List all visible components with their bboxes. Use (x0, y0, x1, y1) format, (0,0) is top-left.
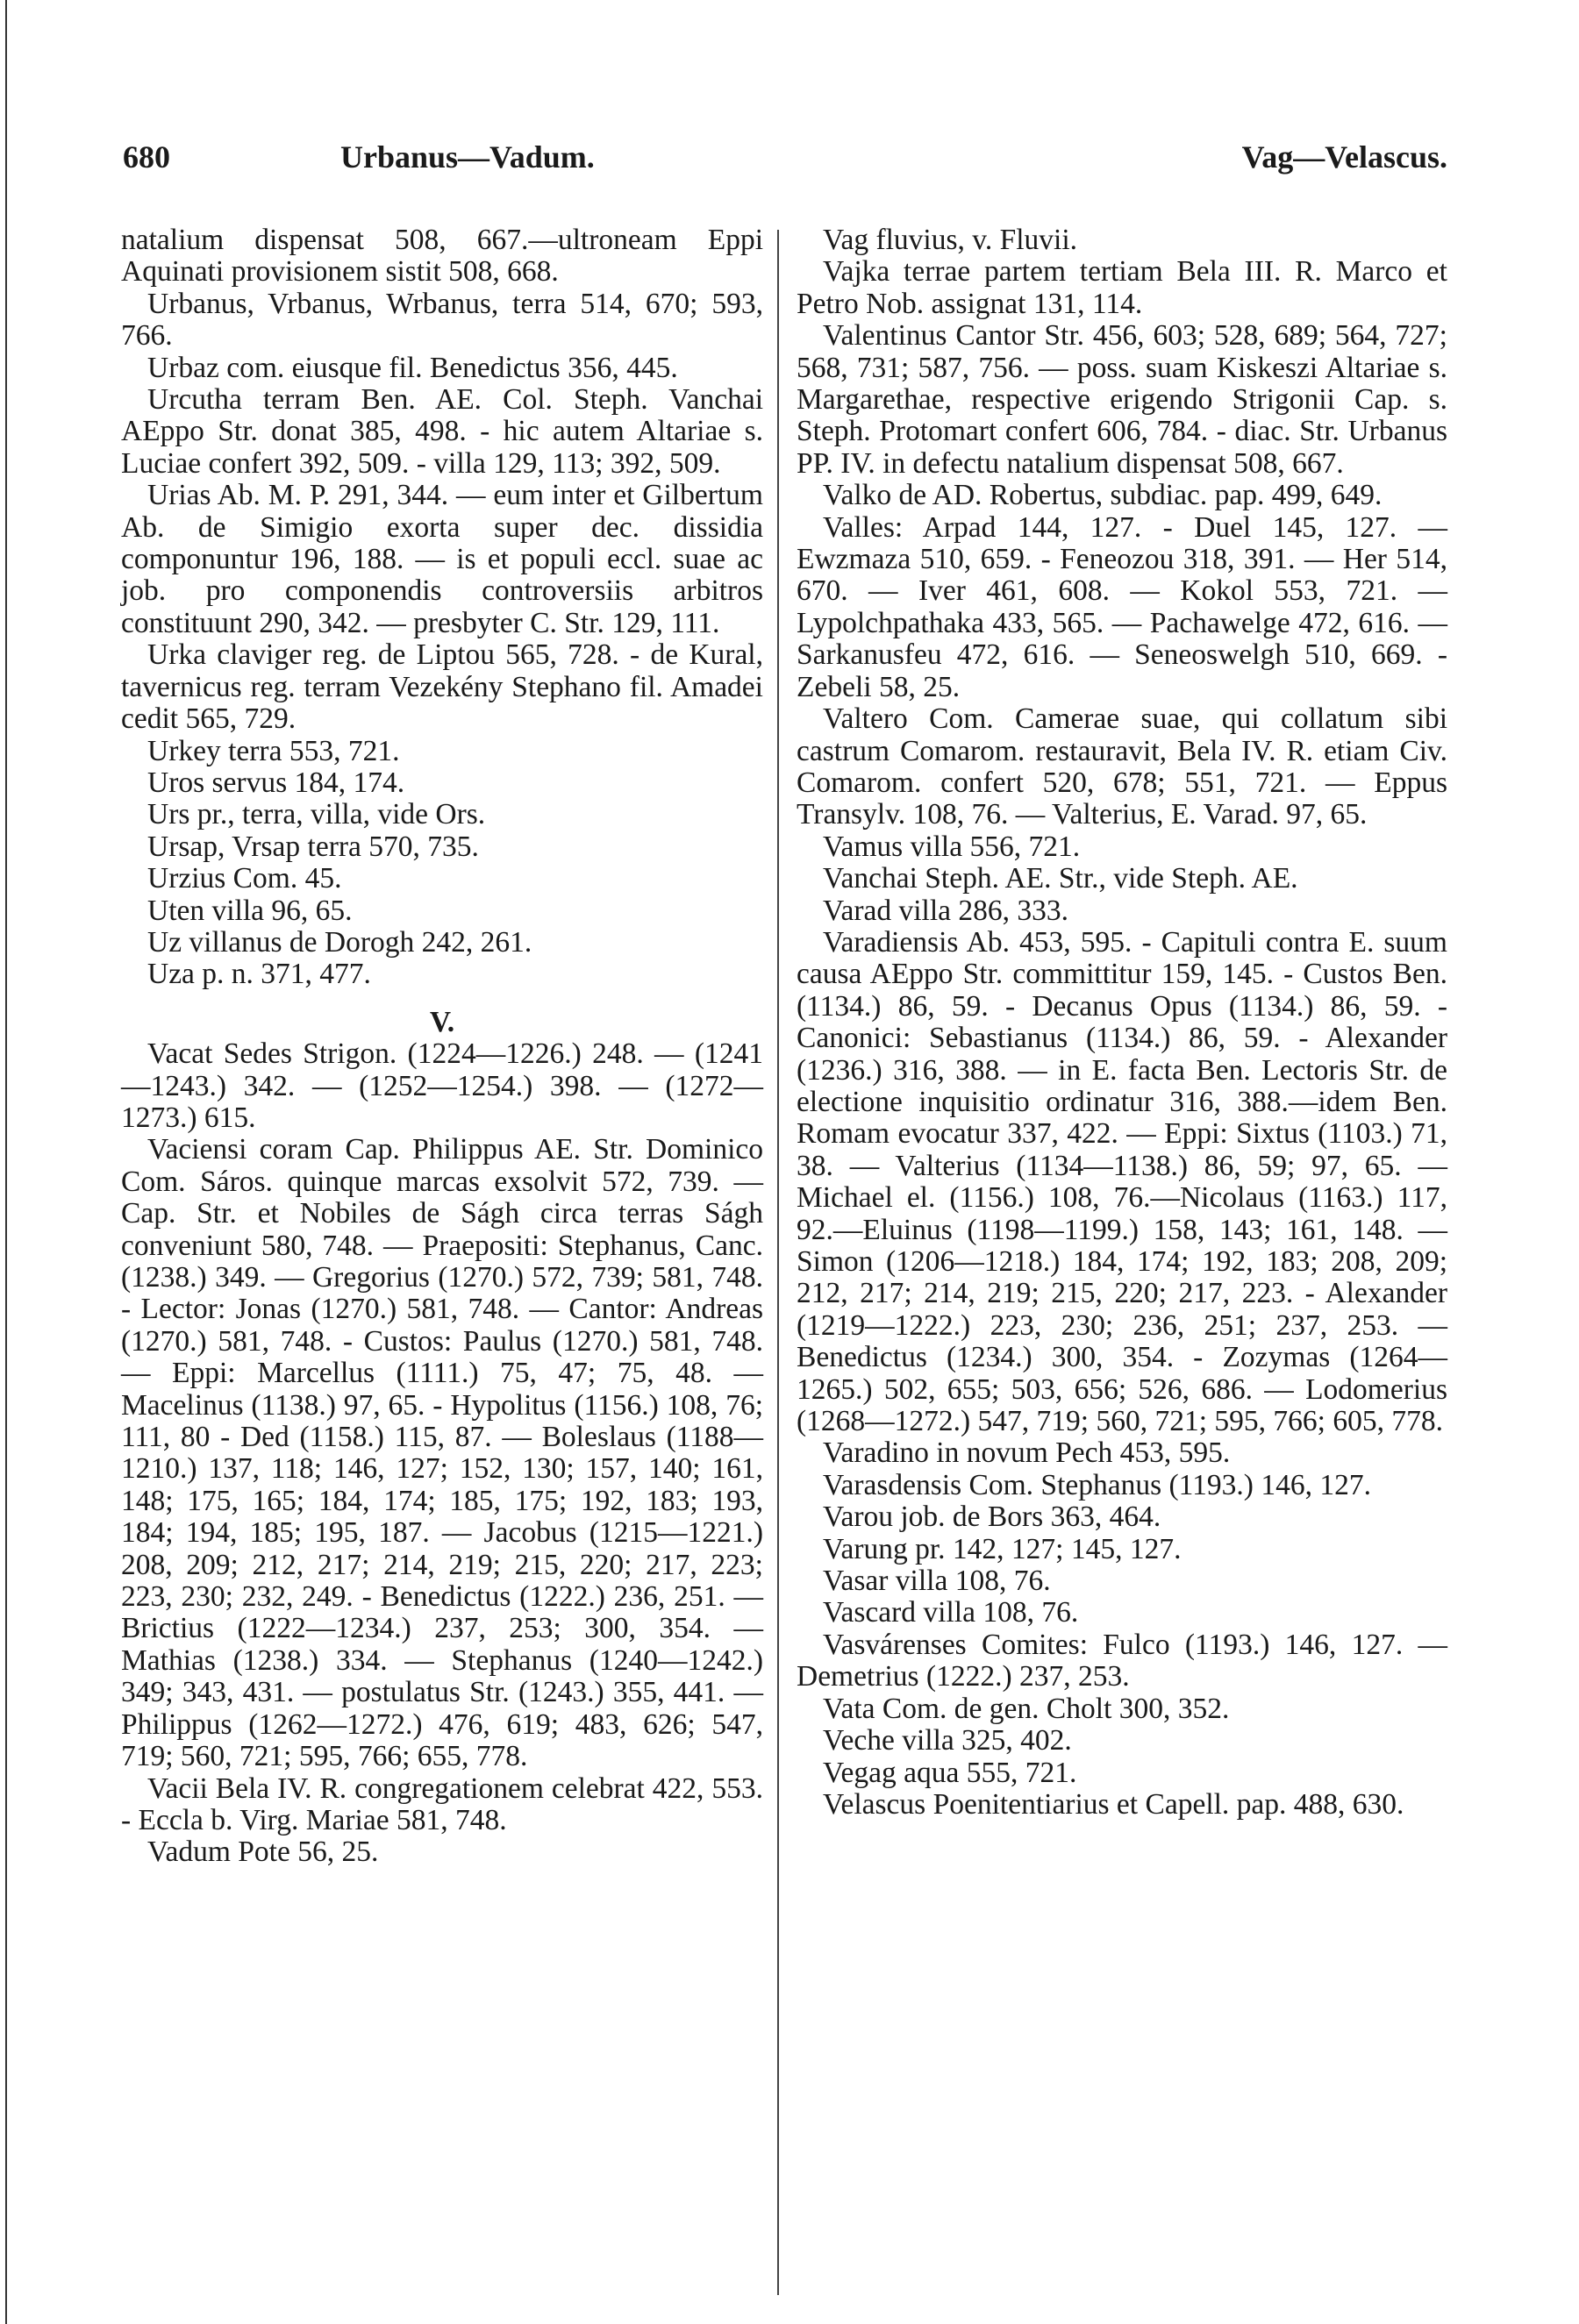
index-entry: Vasvárenses Comites: Fulco (1193.) 146, 127. — Demetrius (1222.) 237, 253. (797, 1628, 1447, 1693)
index-entry: Ursap, Vrsap terra 570, 735. (147, 830, 479, 863)
running-header (123, 139, 1447, 182)
index-entry: Vaciensi coram Cap. Philippus AE. Str. Dominico Com. Sáros. quinque marcas exsolvit 572, 739. — Cap. Str. et Nobiles de Ságh circa terras Ságh conveniunt 580, 748. — Praepositi: Stephanus, Canc. (1238.) 349. — Gregorius (1270.) 572, 739; 581, 748. - Lector: Jonas (1270.) 581, 748. — Cantor: Andreas (1270.) 581, 748. - Custos: Paulus (1270.) 581, 748. — Eppi: Marcellus (1111.) 75, 47; 75, 48. — Macelinus (1138.) 97, 65. - Hypolitus (1156.) 108, 76; 111, 80 - Ded (1158.) 115, 87. — Boleslaus (1188—1210.) 137, 118; 146, 127; 152, 130; 157, 140; 161, 148; 175, 165; 184, 174; 185, 175; 192, 183; 193, 184; 194, 185; 195, 187. — Jacobus (1215—1221.) 208, 209; 212, 217; 214, 219; 215, 220; 217, 223; 223, 230; 232, 249. - Benedictus (1222.) 236, 251. — Brictius (1222—1234.) 237, 253; 300, 354. — Mathias (1238.) 334. — Stephanus (1240—1242.) 349; 343, 431. — postulatus Str. (1243.) 355, 441. — Philippus (1262—1272.) 476, 619; 483, 626; 547, 719; 560, 721; 595, 766; 655, 778. (121, 1133, 763, 1773)
running-head-right: Vag—Velascus. (1241, 139, 1447, 175)
index-entry: Valko de AD. Robertus, subdiac. pap. 499, 649. (823, 479, 1383, 512)
section-letter-heading: V. (429, 1005, 455, 1038)
index-entry: Vegag aqua 555, 721. (823, 1756, 1077, 1789)
index-entry: Varasdensis Com. Stephanus (1193.) 146, 127. (823, 1468, 1371, 1501)
index-entry: Varad villa 286, 333. (823, 894, 1069, 927)
index-entry: Valentinus Cantor Str. 456, 603; 528, 689; 564, 727; 568, 731; 587, 756. — poss. suam Kiskeszi Altariae s. Margarethae, respective erigendo Strigonii Cap. s. Steph. Protomart confert 606, 784. - diac. Str. Urbanus PP. IV. in defectu natalium dispensat 508, 667. (797, 319, 1447, 480)
index-entry: Varadino in novum Pech 453, 595. (823, 1436, 1231, 1470)
index-entry: Veche villa 325, 402. (823, 1724, 1072, 1757)
index-entry: Uros servus 184, 174. (147, 766, 405, 799)
index-entry: Varung pr. 142, 127; 145, 127. (823, 1532, 1182, 1565)
index-entry: Urias Ab. M. P. 291, 344. — eum inter et Gilbertum Ab. de Simigio exorta super dec. dissidia componuntur 196, 188. — is et populi eccl. suae ac job. pro componendis controversiis arbitros constituunt 290, 342. — presbyter C. Str. 129, 111. (121, 479, 763, 639)
running-head-left: Urbanus—Vadum. (340, 139, 595, 175)
index-entry: Vacat Sedes Strigon. (1224—1226.) 248. — (1241—1243.) 342. — (1252—1254.) 398. — (1272—1273.) 615. (121, 1037, 763, 1134)
right-column (797, 225, 1447, 1821)
index-entry: Vascard villa 108, 76. (823, 1596, 1079, 1629)
index-entry: Vacii Bela IV. R. congregationem celebrat 422, 553. - Eccla b. Virg. Mariae 581, 748. (121, 1772, 763, 1836)
page-number: 680 (123, 139, 170, 175)
column-divider (777, 230, 779, 2295)
index-entry: Urka claviger reg. de Liptou 565, 728. - de Kural, tavernicus reg. terram Vezekény Stephano fil. Amadei cedit 565, 729. (121, 638, 763, 736)
index-entry: Vajka terrae partem tertiam Bela III. R. Marco et Petro Nob. assignat 131, 114. (797, 255, 1447, 320)
index-entry: Uten villa 96, 65. (147, 894, 353, 927)
index-entry: Uza p. n. 371, 477. (147, 958, 371, 991)
index-entry: Urkey terra 553, 721. (147, 734, 400, 767)
index-entry: Valtero Com. Camerae suae, qui collatum sibi castrum Comarom. restauravit, Bela IV. R. etiam Civ. Comarom. confert 520, 678; 551, 721. — Eppus Transylv. 108, 76. — Valterius, E. Varad. 97, 65. (797, 702, 1447, 831)
index-entry: Vasar villa 108, 76. (823, 1565, 1051, 1598)
index-entry: natalium dispensat 508, 667.—ultroneam Eppi Aquinati provisionem sistit 508, 668. (121, 224, 763, 289)
index-entry: Urcutha terram Ben. AE. Col. Steph. Vanchai AEppo Str. donat 385, 498. - hic autem Altariae s. Luciae confert 392, 509. - villa 129, 113; 392, 509. (121, 383, 763, 480)
left-column (121, 225, 763, 1869)
index-entry: Urs pr., terra, villa, vide Ors. (147, 798, 486, 831)
scan-edge-line (5, 0, 7, 2324)
index-entry: Vanchai Steph. AE. Str., vide Steph. AE. (823, 862, 1298, 895)
index-entry: Urbanus, Vrbanus, Wrbanus, terra 514, 670; 593, 766. (121, 287, 763, 353)
index-entry: Urzius Com. 45. (147, 862, 342, 895)
index-entry: Velascus Poenitentiarius et Capell. pap. 488, 630. (823, 1787, 1404, 1821)
index-entry: Varou job. de Bors 363, 464. (823, 1501, 1161, 1534)
index-entry: Vata Com. de gen. Cholt 300, 352. (823, 1692, 1230, 1725)
index-entry: Vadum Pote 56, 25. (147, 1836, 379, 1869)
index-entry: Varadiensis Ab. 453, 595. - Capituli contra E. suum causa AEppo Str. committitur 159, 145. - Custos Ben. (1134.) 86, 59. - Decanus Opus (1134.) 86, 59. - Canonici: Sebastianus (1134.) 86, 59. - Alexander (1236.) 316, 388. — in E. facta Ben. Lectoris Str. de electione inquisitio ordinatur 316, 388.—idem Ben. Romam evocatur 337, 422. — Eppi: Sixtus (1103.) 71, 38. — Valterius (1134—1138.) 86, 59; 97, 65. —Michael el. (1156.) 108, 76.—Nicolaus (1163.) 117, 92.—Eluinus (1198—1199.) 158, 143; 161, 148. —Simon (1206—1218.) 184, 174; 192, 183; 208, 209; 212, 217; 214, 219; 215, 220; 217, 223. - Alexander (1219—1222.) 223, 230; 236, 251; 237, 253. — Benedictus (1234.) 300, 354. - Zozymas (1264—1265.) 502, 655; 503, 656; 526, 686. — Lodomerius (1268—1272.) 547, 719; 560, 721; 595, 766; 605, 778. (797, 925, 1447, 1438)
index-entry: Valles: Arpad 144, 127. - Duel 145, 127. — Ewzmaza 510, 659. - Feneozou 318, 391. — Her 514, 670. — Iver 461, 608. — Kokol 553, 721. — Lypolchpathaka 433, 565. — Pachawelge 472, 616. — Sarkanusfeu 472, 616. — Seneoswelgh 510, 669. - Zebeli 58, 25. (797, 510, 1447, 703)
index-entry: Urbaz com. eiusque fil. Benedictus 356, 445. (147, 351, 678, 384)
index-entry: Uz villanus de Dorogh 242, 261. (147, 925, 532, 959)
index-entry: Vag fluvius, v. Fluvii. (823, 224, 1078, 256)
index-entry: Vamus villa 556, 721. (823, 830, 1081, 863)
